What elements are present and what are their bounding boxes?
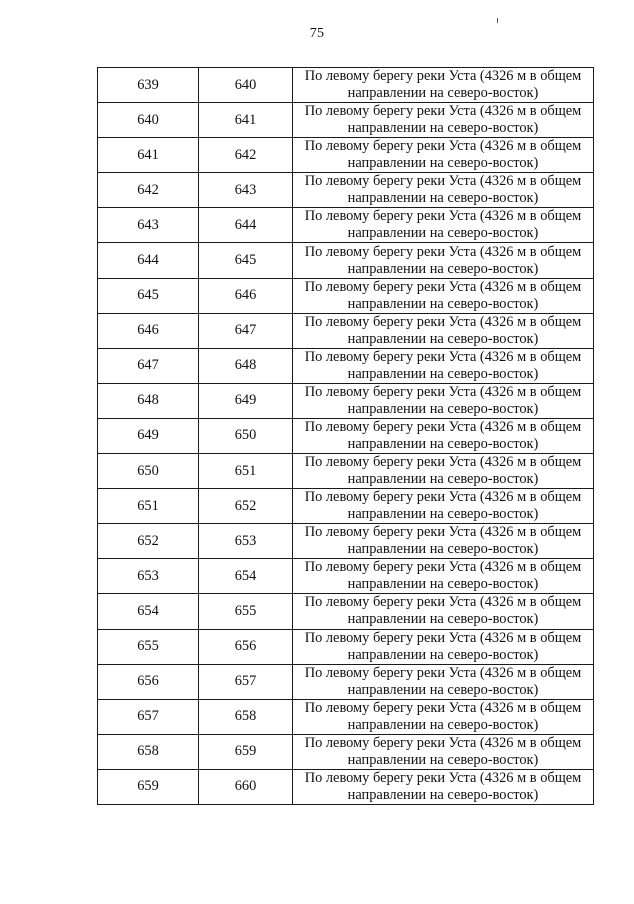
point-to-cell: 660 [199,769,293,804]
boundary-description-cell [293,769,594,804]
description-line-2: направлении на северо-восток) [347,295,539,312]
table-row [98,769,594,804]
table-row [98,68,594,103]
table-row [98,699,594,734]
point-to-cell: 641 [199,103,293,138]
table-row [98,524,594,559]
boundary-description-cell [293,559,594,594]
description-line-1: По левому берегу реки Уста (4326 м в общем [304,559,582,576]
point-from-cell: 649 [98,418,199,453]
boundary-description-cell [293,173,594,208]
point-to-cell: 656 [199,629,293,664]
boundary-description-cell [293,138,594,173]
description-line-2: направлении на северо-восток) [347,85,539,102]
description-line-2: направлении на северо-восток) [347,225,539,242]
description-line-1: По левому берегу реки Уста (4326 м в общем [304,454,582,471]
point-from-cell: 648 [98,383,199,418]
point-from-cell: 659 [98,769,199,804]
table-row [98,629,594,664]
point-from-cell: 652 [98,524,199,559]
description-line-2: направлении на северо-восток) [347,786,539,803]
scan-mark [497,18,498,23]
point-to-cell: 647 [199,313,293,348]
point-to-cell: 653 [199,524,293,559]
point-from-cell: 642 [98,173,199,208]
description-line-2: направлении на северо-восток) [347,576,539,593]
point-to-cell: 643 [199,173,293,208]
description-line-1: По левому берегу реки Уста (4326 м в общем [304,594,582,611]
description-line-1: По левому берегу реки Уста (4326 м в общем [304,278,582,295]
description-line-2: направлении на северо-восток) [347,541,539,558]
point-from-cell: 657 [98,699,199,734]
table-row [98,559,594,594]
point-from-cell: 654 [98,594,199,629]
description-line-1: По левому берегу реки Уста (4326 м в общем [304,383,582,400]
description-line-2: направлении на северо-восток) [347,646,539,663]
table-row [98,208,594,243]
point-to-cell: 655 [199,594,293,629]
boundary-description-cell [293,664,594,699]
description-line-1: По левому берегу реки Уста (4326 м в общем [304,664,582,681]
boundary-description-cell [293,103,594,138]
point-to-cell: 642 [199,138,293,173]
point-from-cell: 639 [98,68,199,103]
point-to-cell: 654 [199,559,293,594]
point-from-cell: 641 [98,138,199,173]
point-from-cell: 650 [98,454,199,489]
description-line-2: направлении на северо-восток) [347,155,539,172]
point-from-cell: 658 [98,734,199,769]
description-line-2: направлении на северо-восток) [347,400,539,417]
description-line-2: направлении на северо-восток) [347,751,539,768]
table-row [98,489,594,524]
description-line-2: направлении на северо-восток) [347,260,539,277]
description-line-1: По левому берегу реки Уста (4326 м в общем [304,769,582,786]
description-line-1: По левому берегу реки Уста (4326 м в общем [304,489,582,506]
point-from-cell: 644 [98,243,199,278]
description-line-1: По левому берегу реки Уста (4326 м в общем [304,103,582,120]
table-row [98,313,594,348]
boundary-description-cell [293,383,594,418]
boundary-description-cell [293,489,594,524]
point-to-cell: 648 [199,348,293,383]
description-line-2: направлении на северо-восток) [347,716,539,733]
point-from-cell: 645 [98,278,199,313]
boundary-description-cell [293,418,594,453]
description-line-2: направлении на северо-восток) [347,190,539,207]
page-number: 75 [309,26,325,41]
description-line-2: направлении на северо-восток) [347,681,539,698]
table-row [98,173,594,208]
description-line-2: направлении на северо-восток) [347,120,539,137]
description-line-2: направлении на северо-восток) [347,611,539,628]
boundary-description-cell [293,524,594,559]
boundary-description-cell [293,243,594,278]
table-row [98,594,594,629]
description-line-1: По левому берегу реки Уста (4326 м в общем [304,734,582,751]
table-row [98,138,594,173]
point-from-cell: 646 [98,313,199,348]
boundary-description-cell [293,313,594,348]
description-line-1: По левому берегу реки Уста (4326 м в общем [304,348,582,365]
description-line-2: направлении на северо-восток) [347,435,539,452]
boundary-description-cell [293,348,594,383]
table-row [98,383,594,418]
point-to-cell: 658 [199,699,293,734]
point-to-cell: 652 [199,489,293,524]
table-row [98,734,594,769]
point-from-cell: 651 [98,489,199,524]
description-line-1: По левому берегу реки Уста (4326 м в общем [304,68,582,85]
table-row [98,454,594,489]
boundary-description-cell [293,629,594,664]
table-row [98,348,594,383]
boundary-description-table [97,67,594,805]
description-line-1: По левому берегу реки Уста (4326 м в общем [304,524,582,541]
point-to-cell: 657 [199,664,293,699]
boundary-description-cell [293,734,594,769]
boundary-description-cell [293,208,594,243]
table-row [98,243,594,278]
table-row [98,278,594,313]
point-to-cell: 640 [199,68,293,103]
description-line-1: По левому берегу реки Уста (4326 м в общем [304,313,582,330]
point-from-cell: 640 [98,103,199,138]
description-line-2: направлении на северо-восток) [347,471,539,488]
point-to-cell: 645 [199,243,293,278]
boundary-description-cell [293,454,594,489]
table-row [98,664,594,699]
point-to-cell: 650 [199,418,293,453]
table-row [98,418,594,453]
boundary-description-cell [293,278,594,313]
description-line-1: По левому берегу реки Уста (4326 м в общем [304,243,582,260]
description-line-1: По левому берегу реки Уста (4326 м в общем [304,138,582,155]
boundary-description-cell [293,699,594,734]
description-line-2: направлении на северо-восток) [347,365,539,382]
boundary-description-cell [293,594,594,629]
point-to-cell: 659 [199,734,293,769]
point-from-cell: 656 [98,664,199,699]
description-line-1: По левому берегу реки Уста (4326 м в общем [304,173,582,190]
table-body [98,68,594,805]
description-line-1: По левому берегу реки Уста (4326 м в общем [304,699,582,716]
point-from-cell: 653 [98,559,199,594]
point-from-cell: 643 [98,208,199,243]
point-from-cell: 655 [98,629,199,664]
description-line-2: направлении на северо-восток) [347,330,539,347]
point-to-cell: 644 [199,208,293,243]
table-row [98,103,594,138]
point-to-cell: 649 [199,383,293,418]
description-line-2: направлении на северо-восток) [347,506,539,523]
boundary-description-cell [293,68,594,103]
description-line-1: По левому берегу реки Уста (4326 м в общем [304,418,582,435]
description-line-1: По левому берегу реки Уста (4326 м в общем [304,208,582,225]
point-to-cell: 646 [199,278,293,313]
point-to-cell: 651 [199,454,293,489]
point-from-cell: 647 [98,348,199,383]
description-line-1: По левому берегу реки Уста (4326 м в общем [304,629,582,646]
